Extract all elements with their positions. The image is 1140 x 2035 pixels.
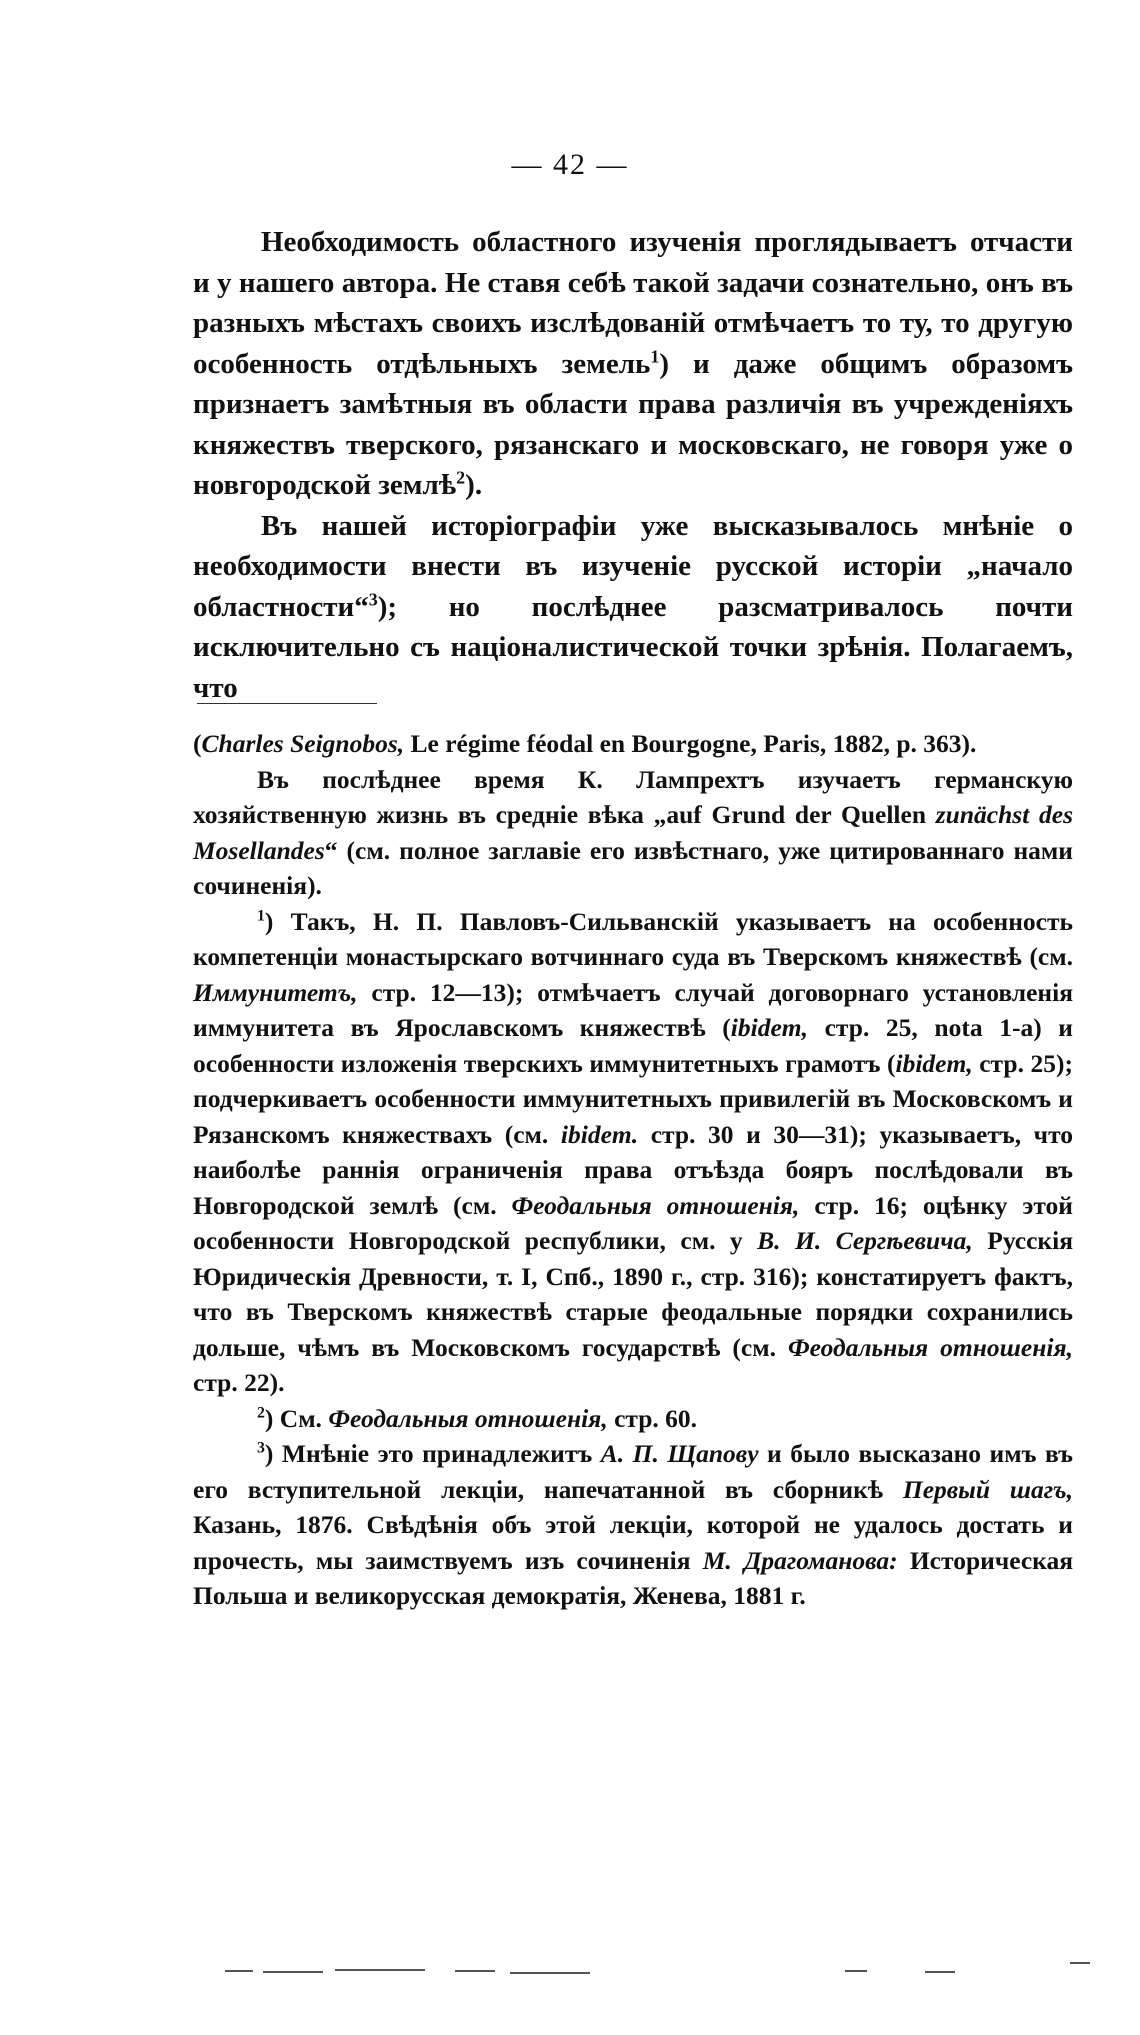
footnotes: [193, 726, 1073, 1614]
footnote-continued: (Charles Seignobos, Le régime féodal en Bourgogne, Paris, 1882, p. 363).: [193, 729, 977, 758]
main-text: [193, 222, 1073, 708]
footnote-2: $^2$) См. Феодальныя отношенія, стр. 60.: [257, 1403, 698, 1433]
footnote-marker: 2: [257, 1404, 265, 1421]
scan-artifact-marks: [225, 1970, 1095, 1978]
footnote-3: $^3$) Мнѣніе это принадлежитъ А. П. Щапову и было высказано имъ въ его вступительной лекціи, напечатанной въ сборникѣ Первый шагъ, Казань, 1876. Свѣдѣнія объ этой лекціи, которой не удалось достать и прочесть, мы заимствуемъ изъ сочиненія М. Драгоманова: Историческая Польша и великорусская демократія, Женева, 1881 г.: [193, 1439, 1074, 1610]
footnote-lamprecht: Въ послѣднее время К. Лампрехтъ изучаетъ германскую хозяйственную жизнь въ средніе вѣка „auf Grund der Quellen zunächst des Mosellandes“ (см. полное заглавіе его извѣстнаго, уже цитированнаго нами сочиненія).: [193, 764, 1073, 900]
footnote-marker: 3: [257, 1439, 265, 1457]
footnote-marker: 1: [257, 907, 265, 924]
paragraph-1: Необходимость областного изученія проглядываетъ отчасти и у нашего автора. Не ставя себѣ такой задачи сознательно, онъ въ разныхъ мѣстахъ своихъ изслѣдованій отмѣчаетъ то ту, то другую особенность отдѣльныхъ земель$^1$) и даже общимъ образомъ признаетъ замѣтныя въ области права различія въ учрежденіяхъ княжествъ тверского, рязанскаго и московскаго, не говоря уже о новгородской землѣ$^2$).: [193, 226, 1073, 501]
footnote-ref-1: 1: [650, 345, 660, 366]
paragraph-2: Въ нашей исторіографіи уже высказывалось мнѣніе о необходимости внести въ изученіе русской исторіи „начало областности“$^3$); но послѣднее разсматривалось почти исключительно съ націоналистической точки зрѣнія. Полагаемъ, что: [193, 509, 1073, 704]
footnote-divider: [197, 703, 377, 704]
footnote-1: $^1$) Такъ, Н. П. Павловъ-Сильванскій указываетъ на особенность компетенціи монастырскаго вотчиннаго суда въ Тверскомъ княжествѣ (см. Иммунитетъ, стр. 12—13); отмѣчаетъ случай договорнаго установленія иммунитета въ Ярославскомъ княжествѣ (ibidem, стр. 25, nota 1-a) и особенности изложенія тверскихъ иммунитетныхъ грамотъ (ibidem, стр. 25); подчеркиваетъ особенности иммунитетныхъ привилегій въ Московскомъ и Рязанскомъ княжествахъ (см. ibidem. стр. 30 и 30—31); указываетъ, что наиболѣе раннія ограниченія права отъѣзда бояръ послѣдовали въ Новгородской землѣ (см. Феодальныя отношенія, стр. 16; оцѣнку этой особенности Новгородской республики, см. у В. И. Сергѣевича, Русскія Юридическія Древности, т. I, Спб., 1890 г., стр. 316); констатируетъ фактъ, что въ Тверскомъ княжествѣ старые феодальные порядки сохранились дольше, чѣмъ въ Московскомъ государствѣ (см. Феодальныя отношенія, стр. 22).: [193, 906, 1074, 1397]
footnote-ref-2: 2: [456, 467, 466, 488]
page-number: — 42 —: [511, 148, 629, 181]
footnote-ref-3: 3: [368, 588, 378, 609]
